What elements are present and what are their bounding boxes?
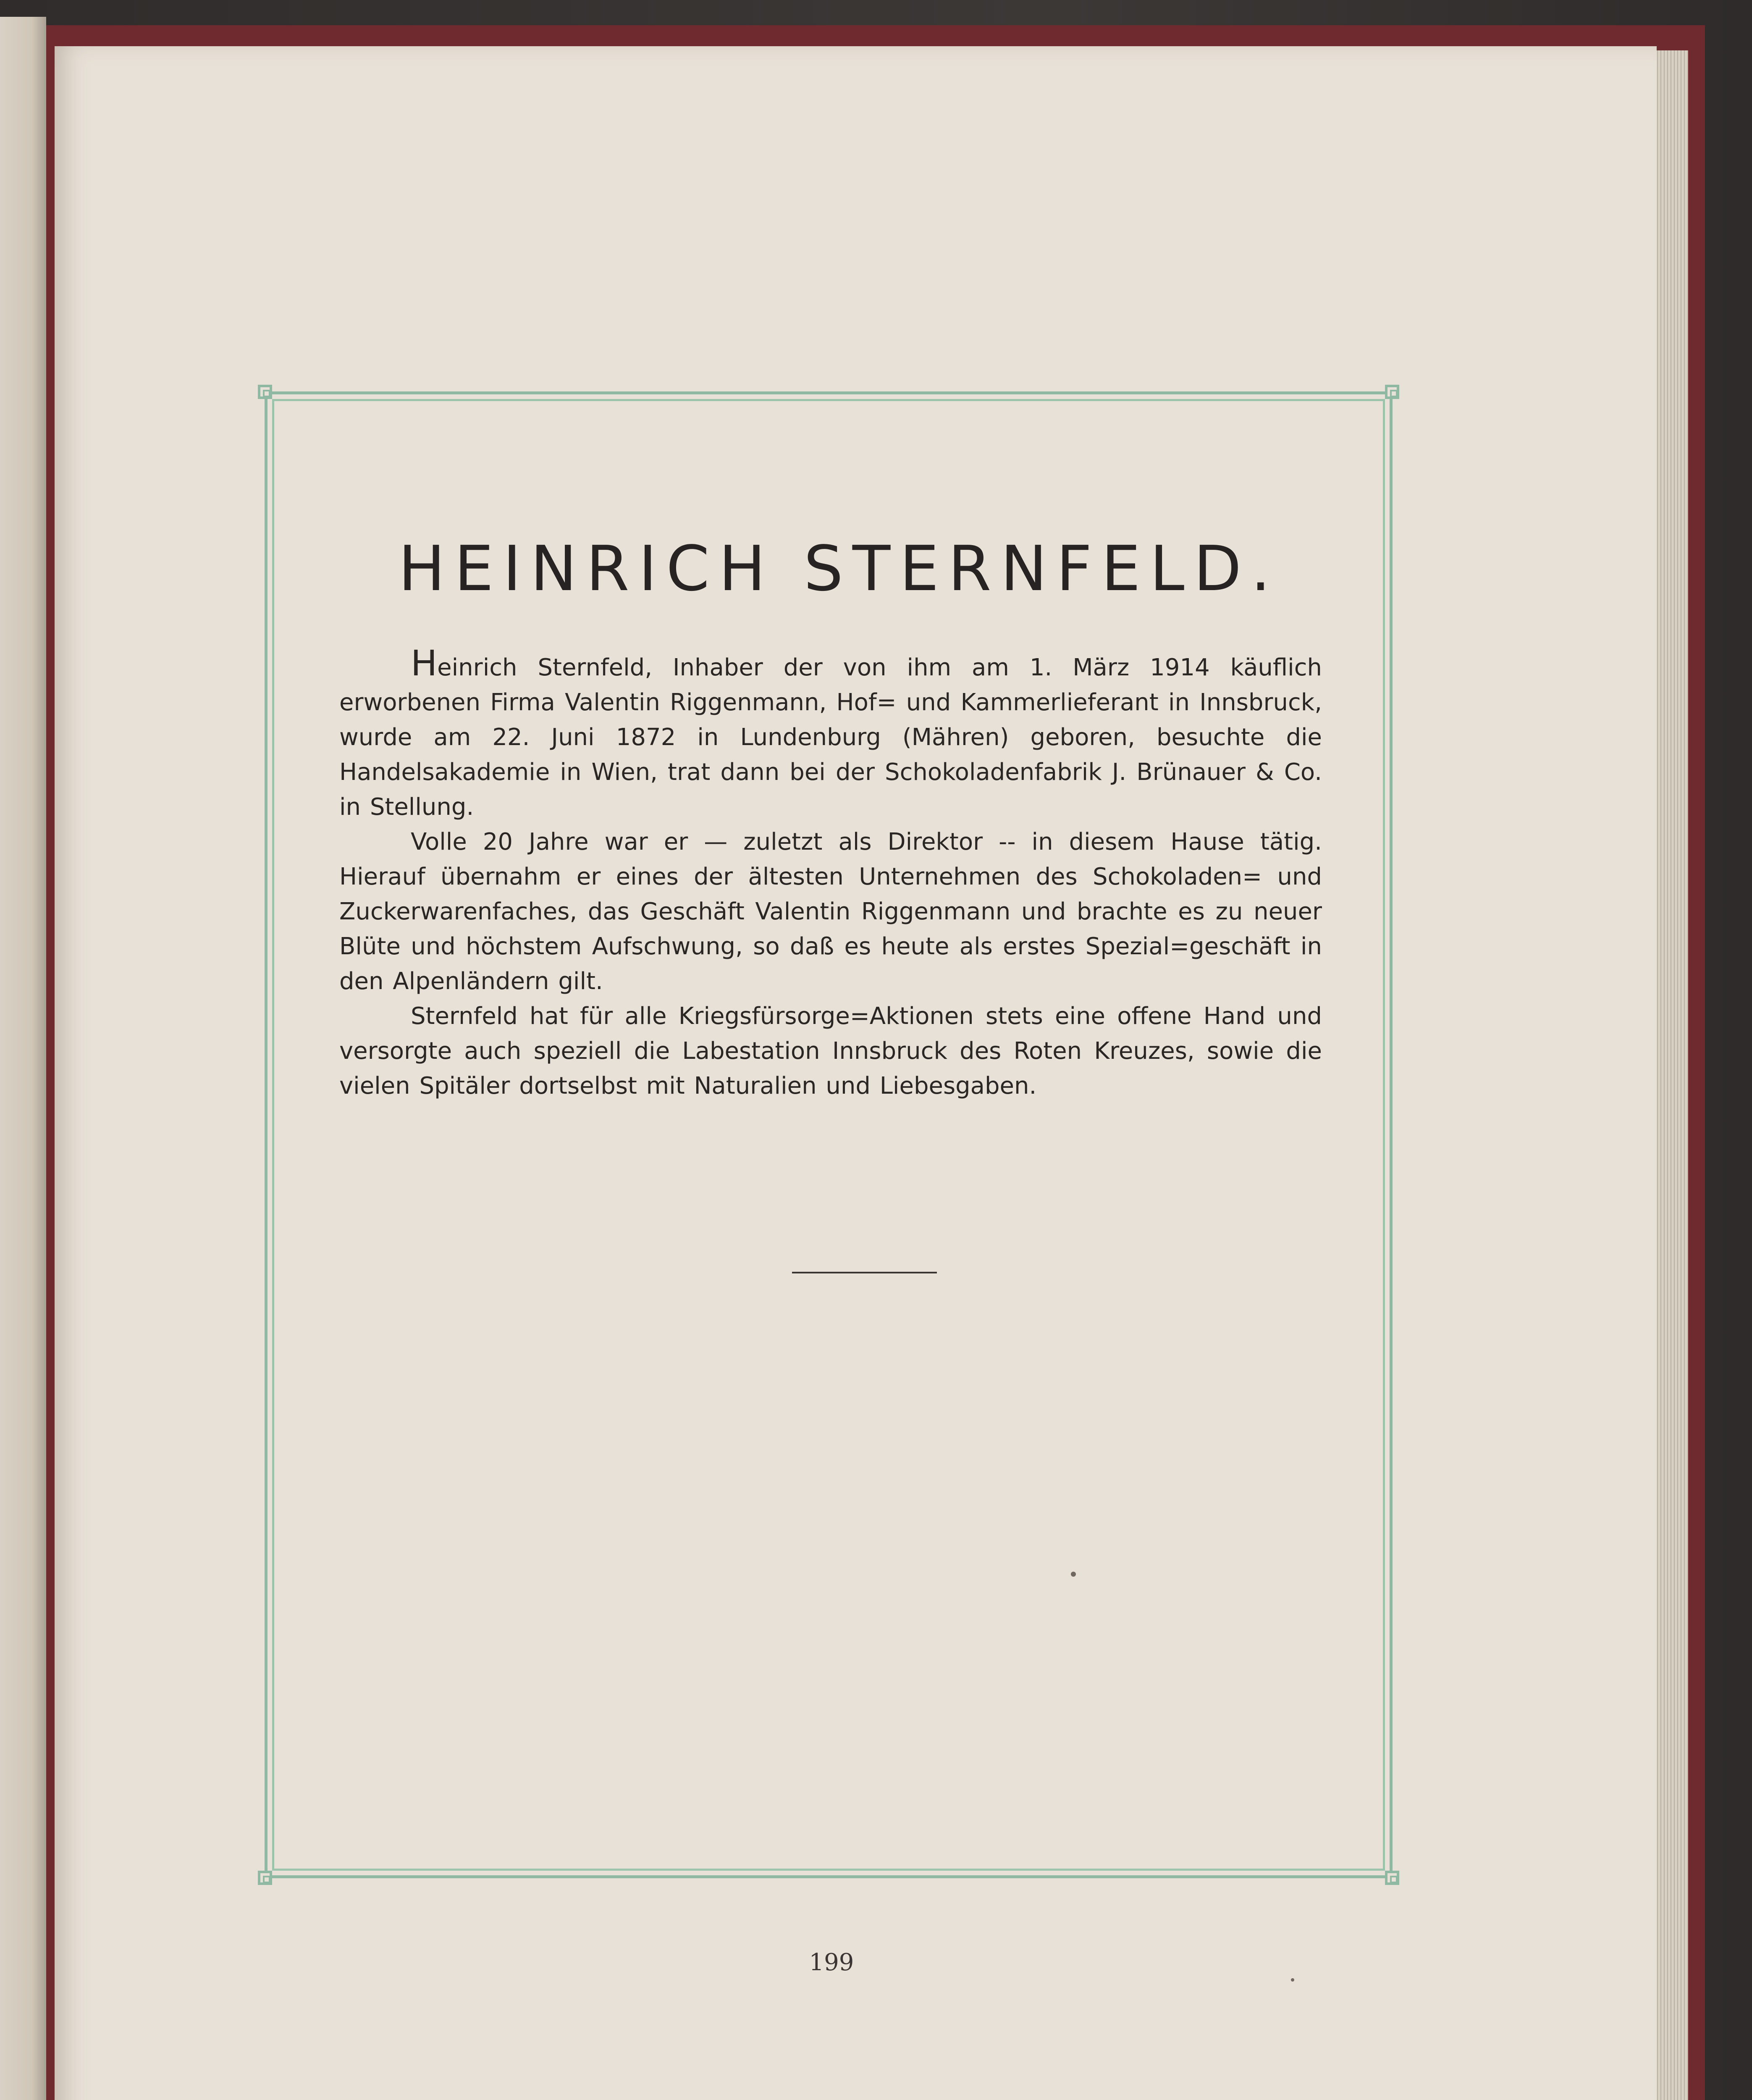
paragraph-1 — [339, 643, 1322, 824]
paragraph-3: Sternfeld hat für alle Kriegsfürsorge=Aktionen stets eine offene Hand und versorgte auch speziell die Labestation Innsbruck des Roten Kreuzes, sowie die vielen Spitäler dortselbst mit Naturalien und Liebesgaben. — [339, 1003, 1322, 1100]
article-body — [339, 533, 1322, 1103]
frame-corner-ornament — [1385, 385, 1399, 399]
facing-page-edge — [0, 17, 46, 2100]
book-page — [55, 46, 1657, 2100]
paragraph-2: Volle 20 Jahre war er — zuletzt als Direktor -- in diesem Hause tätig. Hierauf übernahm er eines der ältesten Unternehmen des Schokoladen= und Zuckerwarenfaches, das Geschäft Valentin Riggenmann und brachte es zu neuer Blüte und höchstem Aufschwung, so daß es heute als erstes Spezial=geschäft in den Alpenländern gilt. — [339, 828, 1322, 995]
frame-corner-ornament — [1385, 1871, 1399, 1885]
page-number: 199 — [809, 1949, 854, 1976]
paragraph-text: einrich Sternfeld, Inhaber der von ihm am 1. März 1914 käuflich erworbenen Firma Valentin Riggenmann, Hof= und Kammerlieferant in Innsbruck, wurde am 22. Juni 1872 in Lundenburg (Mähren) geboren, besuchte die Handelsakademie in Wien, trat dann bei der Schokoladenfabrik J. Brünauer & Co. in Stellung. — [339, 654, 1322, 821]
initial-letter: H — [411, 643, 438, 684]
article-title: HEINRICH STERNFELD. — [398, 533, 1280, 605]
frame-corner-ornament — [258, 385, 272, 399]
frame-corner-ornament — [258, 1871, 272, 1885]
paper-speck — [1291, 1978, 1294, 1982]
paper-speck — [1071, 1572, 1076, 1577]
page-stack-edges — [1655, 50, 1688, 2100]
section-divider-rule — [792, 1272, 937, 1273]
